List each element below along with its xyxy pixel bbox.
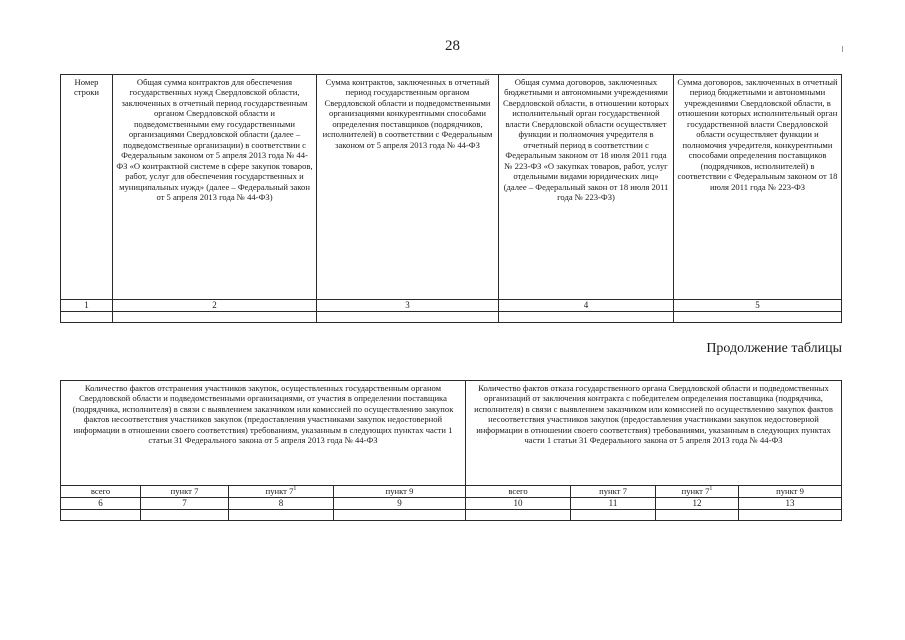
data-cell [334,510,466,521]
continuation-label: Продолжение таблицы [706,341,842,356]
page-number: 28 [445,38,460,54]
table1-header-row [61,75,842,300]
data-cell [656,510,739,521]
header-total-agreements-223fz: Общая сумма договоров, заключенных бюджетными и автономными учреждениями Свердловской области, в отношении которых исполнительный орган государственной власти Свердловской области осуществляет функции и полномочия учредителя в отчетный период в соответствии с Федеральным законом от 18 июля 2011 года № 223-ФЗ «О закупках товаров, работ, услуг отдельными видами юридических лиц» (далее – Федеральный закон от 18 июля 2011 года № 223-ФЗ) [499,75,674,300]
data-cell [317,312,499,323]
data-cell [499,312,674,323]
subheader-total: всего [466,486,571,498]
table2-column-numbers-row [61,498,842,510]
column-number: 5 [674,300,842,312]
report-table-part-2 [60,380,842,521]
column-number: 11 [571,498,656,510]
header-refusal-facts: Количество фактов отказа государственного органа Свердловской области и подведомственных организаций от заключения контракта с победителем определения поставщика (подрядчика, исполнителя) в связи с выявлением заказчиком или комиссией по осуществлению закупок фактов несоответствия участников закупок (предоставления участниками закупок недостоверной информации в отношении своего соответствия) требованиями, указанным в следующих пунктах части 1 статьи 31 Федерального закона от 5 апреля 2013 года № 44-ФЗ [466,381,842,486]
column-number: 10 [466,498,571,510]
header-competitive-contracts-44fz: Сумма контрактов, заключенных в отчетный период государственным органом Свердловской области и подведомственными организациями конкурентными способами определения поставщиков (подрядчиков, исполнителей) в соответствии с Федеральным законом от 5 апреля 2013 года № 44-ФЗ [317,75,499,300]
table2-subheader-row [61,486,842,498]
column-number: 6 [61,498,141,510]
data-cell [466,510,571,521]
subheader-clause-9: пункт 9 [739,486,842,498]
data-cell [141,510,229,521]
subheader-clause-7-1-text: пункт 7 [265,486,294,497]
table2-header-row [61,381,842,486]
data-cell [113,312,317,323]
data-cell [674,312,842,323]
scan-mark [842,46,843,52]
table1-column-numbers-row [61,300,842,312]
column-number: 13 [739,498,842,510]
column-number: 2 [113,300,317,312]
header-exclusion-facts: Количество фактов отстранения участников закупок, осуществленных государственным органом Свердловской области и подведомственными организациями, от участия в определении поставщика (подрядчика, исполнителя) в связи с выявлением заказчиком или комиссией по осуществлению закупок фактов несоответствия участников закупок (предоставления участниками закупок недостоверной информации в отношении своего соответствия) требованиям, указанным в следующих пунктах части 1 статьи 31 Федерального закона от 5 апреля 2013 года № 44-ФЗ [61,381,466,486]
subheader-clause-7-1 [656,486,739,498]
data-cell [739,510,842,521]
column-number: 9 [334,498,466,510]
superscript-mark: 1 [709,486,713,493]
table1-data-row [61,312,842,323]
column-number: 8 [229,498,334,510]
report-table-part-1 [60,74,842,323]
superscript-mark: 1 [293,486,297,493]
subheader-clause-7-1-text: пункт 7 [681,486,710,497]
header-row-number: Номер строки [61,75,113,300]
subheader-total: всего [61,486,141,498]
data-cell [61,510,141,521]
data-cell [571,510,656,521]
column-number: 1 [61,300,113,312]
table2-data-row [61,510,842,521]
column-number: 4 [499,300,674,312]
data-cell [229,510,334,521]
subheader-clause-7-1 [229,486,334,498]
subheader-clause-7: пункт 7 [141,486,229,498]
subheader-clause-7: пункт 7 [571,486,656,498]
column-number: 3 [317,300,499,312]
column-number: 12 [656,498,739,510]
header-competitive-agreements-223fz: Сумма договоров, заключенных в отчетный период бюджетными и автономными учреждениями Свердловской области, в отношении которых исполнительный орган государственной власти Свердловской области осуществляет функции и полномочия учредителя, конкурентными способами определения поставщиков (подрядчиков, исполнителей) в соответствии с Федеральным законом от 18 июля 2011 года № 223-ФЗ [674,75,842,300]
column-number: 7 [141,498,229,510]
subheader-clause-9: пункт 9 [334,486,466,498]
data-cell [61,312,113,323]
header-total-contracts-44fz: Общая сумма контрактов для обеспечения государственных нужд Свердловской области, заключенных в отчетный период государственным органом Свердловской области и подведомственными ему государственными организациями Свердловской области (далее – подведомственные организации) в соответствии с Федеральным законом от 5 апреля 2013 года № 44-ФЗ «О контрактной системе в сфере закупок товаров, работ, услуг для обеспечения государственных и муниципальных нужд» (далее – Федеральный закон от 5 апреля 2013 года № 44-ФЗ) [113,75,317,300]
